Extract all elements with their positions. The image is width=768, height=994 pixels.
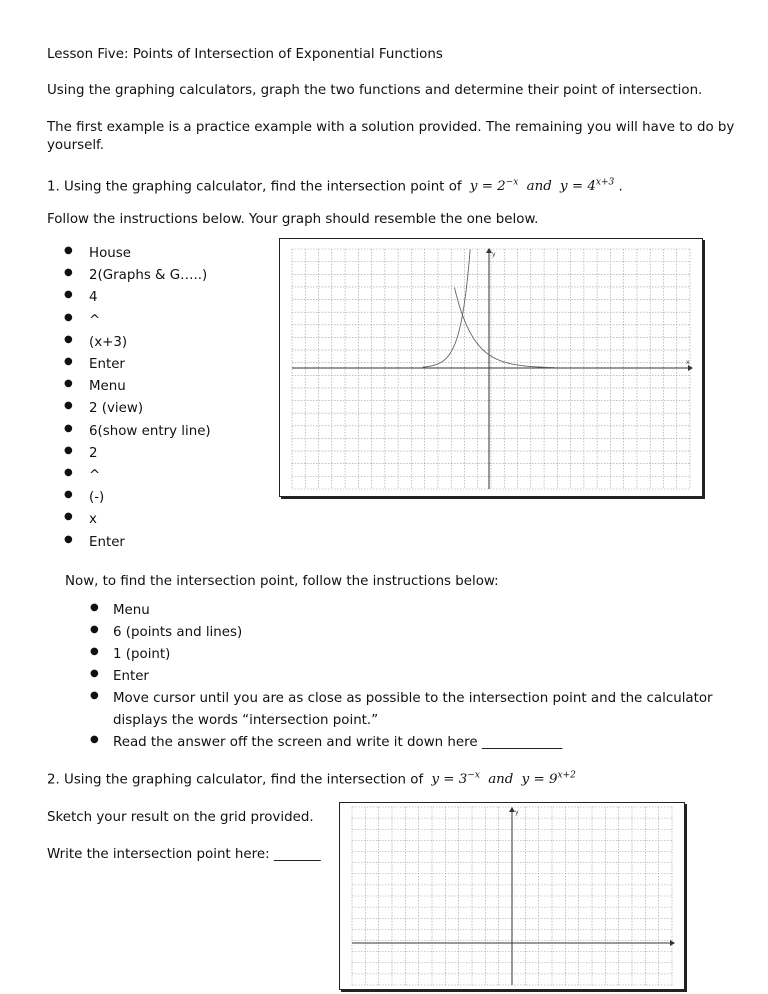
list-item-text: 1 (point) — [113, 647, 171, 662]
list-item-text: 2(Graphs & G…..) — [89, 268, 208, 284]
example-graph — [279, 238, 703, 497]
bullet-icon: ● — [64, 289, 73, 301]
list-item-text: (-) — [89, 490, 105, 506]
list-item-text: 2 (view) — [89, 401, 144, 417]
bullet-icon: ● — [64, 444, 73, 456]
list-item-text[interactable]: Read the answer off the screen and write it down here ____________ — [113, 735, 563, 750]
list-item-text: displays the words “intersection point.” — [113, 713, 379, 728]
q2-eq2: y = 9 — [521, 772, 558, 788]
list-item-text: 4 — [89, 290, 98, 306]
q1-prefix: 1. Using the graphing calculator, find the intersection point of — [47, 179, 462, 195]
list-item-text: Enter — [89, 357, 125, 372]
bullet-icon: ● — [64, 311, 73, 323]
follow-instructions: Follow the instructions below. Your graph should resemble the one below. — [47, 212, 539, 227]
now-find-text: Now, to find the intersection point, follow the instructions below: — [65, 574, 499, 589]
list-item-text: Enter — [89, 534, 125, 550]
q1-suffix: . — [618, 179, 623, 195]
example-graph-canvas — [280, 239, 702, 496]
bullet-icon: ● — [64, 378, 73, 390]
list-item-text: Move cursor until you are as close as possible to the intersection point and the calculator — [113, 691, 713, 706]
grid-lines — [292, 249, 690, 489]
q1-eq2-exponent: x+3 — [595, 178, 615, 188]
sketch-grid-canvas — [340, 803, 684, 989]
practice-note-line1: The first example is a practice example with a solution provided. The remaining you will have to do by — [47, 120, 735, 135]
list-item-text: House — [89, 246, 131, 261]
bullet-icon: ● — [64, 467, 73, 478]
curve-y-4-x-plus-3 — [423, 249, 471, 367]
q2-and: and — [488, 772, 514, 788]
sketch-instruction: Sketch your result on the grid provided. — [47, 810, 314, 825]
list-item-text: 6(show entry line) — [89, 423, 211, 439]
list-item-text: x — [89, 512, 97, 528]
bullet-icon: ● — [90, 646, 99, 657]
bullet-icon: ● — [64, 400, 73, 412]
lesson-title: Lesson Five: Points of Intersection of Exponential Functions — [47, 47, 443, 62]
list-item-text: ^ — [89, 468, 101, 483]
practice-note-line2: yourself. — [47, 138, 105, 153]
y-axis-label: y — [492, 251, 496, 258]
bullet-icon: ● — [64, 267, 73, 279]
q1-eq2: y = 4 — [560, 179, 596, 195]
bullet-icon: ● — [64, 489, 73, 501]
bullet-icon: ● — [90, 690, 99, 701]
x-axis-label: x — [686, 359, 690, 366]
x-axis-arrow-icon — [670, 940, 675, 946]
question-2 — [47, 768, 576, 788]
q2-eq1: y = 3 — [431, 772, 468, 788]
write-point-text[interactable]: Write the intersection point here: _______ — [47, 847, 321, 862]
bullet-icon: ● — [64, 356, 73, 367]
list-item-text: (x+3) — [89, 334, 128, 350]
bullet-icon: ● — [90, 624, 99, 635]
q1-and: and — [526, 179, 552, 195]
q2-eq1-exponent: −x — [467, 771, 480, 781]
bullet-icon: ● — [90, 734, 99, 745]
q1-eq1-exponent: −x — [505, 178, 519, 188]
bullet-icon: ● — [64, 422, 73, 434]
sketch-grid[interactable] — [339, 802, 685, 990]
list-item-text: Enter — [113, 669, 149, 684]
intro-text: Using the graphing calculators, graph the two functions and determine their point of intersection. — [47, 83, 703, 98]
q2-prefix: 2. Using the graphing calculator, find the intersection of — [47, 772, 424, 788]
bullet-icon: ● — [64, 511, 73, 523]
q2-eq2-exponent: x+2 — [557, 771, 576, 781]
list-item-text: 6 (points and lines) — [113, 625, 243, 640]
list-item-text: 2 — [89, 445, 98, 461]
y-axis-label: y — [515, 809, 519, 816]
question-1 — [47, 175, 623, 195]
list-item-text: ^ — [89, 312, 101, 328]
bullet-icon: ● — [64, 333, 73, 345]
list-item-text: Menu — [89, 379, 126, 395]
list-item-text: Menu — [113, 603, 150, 618]
q1-eq1: y = 2 — [469, 179, 506, 195]
bullet-icon: ● — [64, 245, 73, 256]
bullet-icon: ● — [64, 533, 73, 545]
bullet-icon: ● — [90, 602, 99, 613]
bullet-icon: ● — [90, 668, 99, 679]
